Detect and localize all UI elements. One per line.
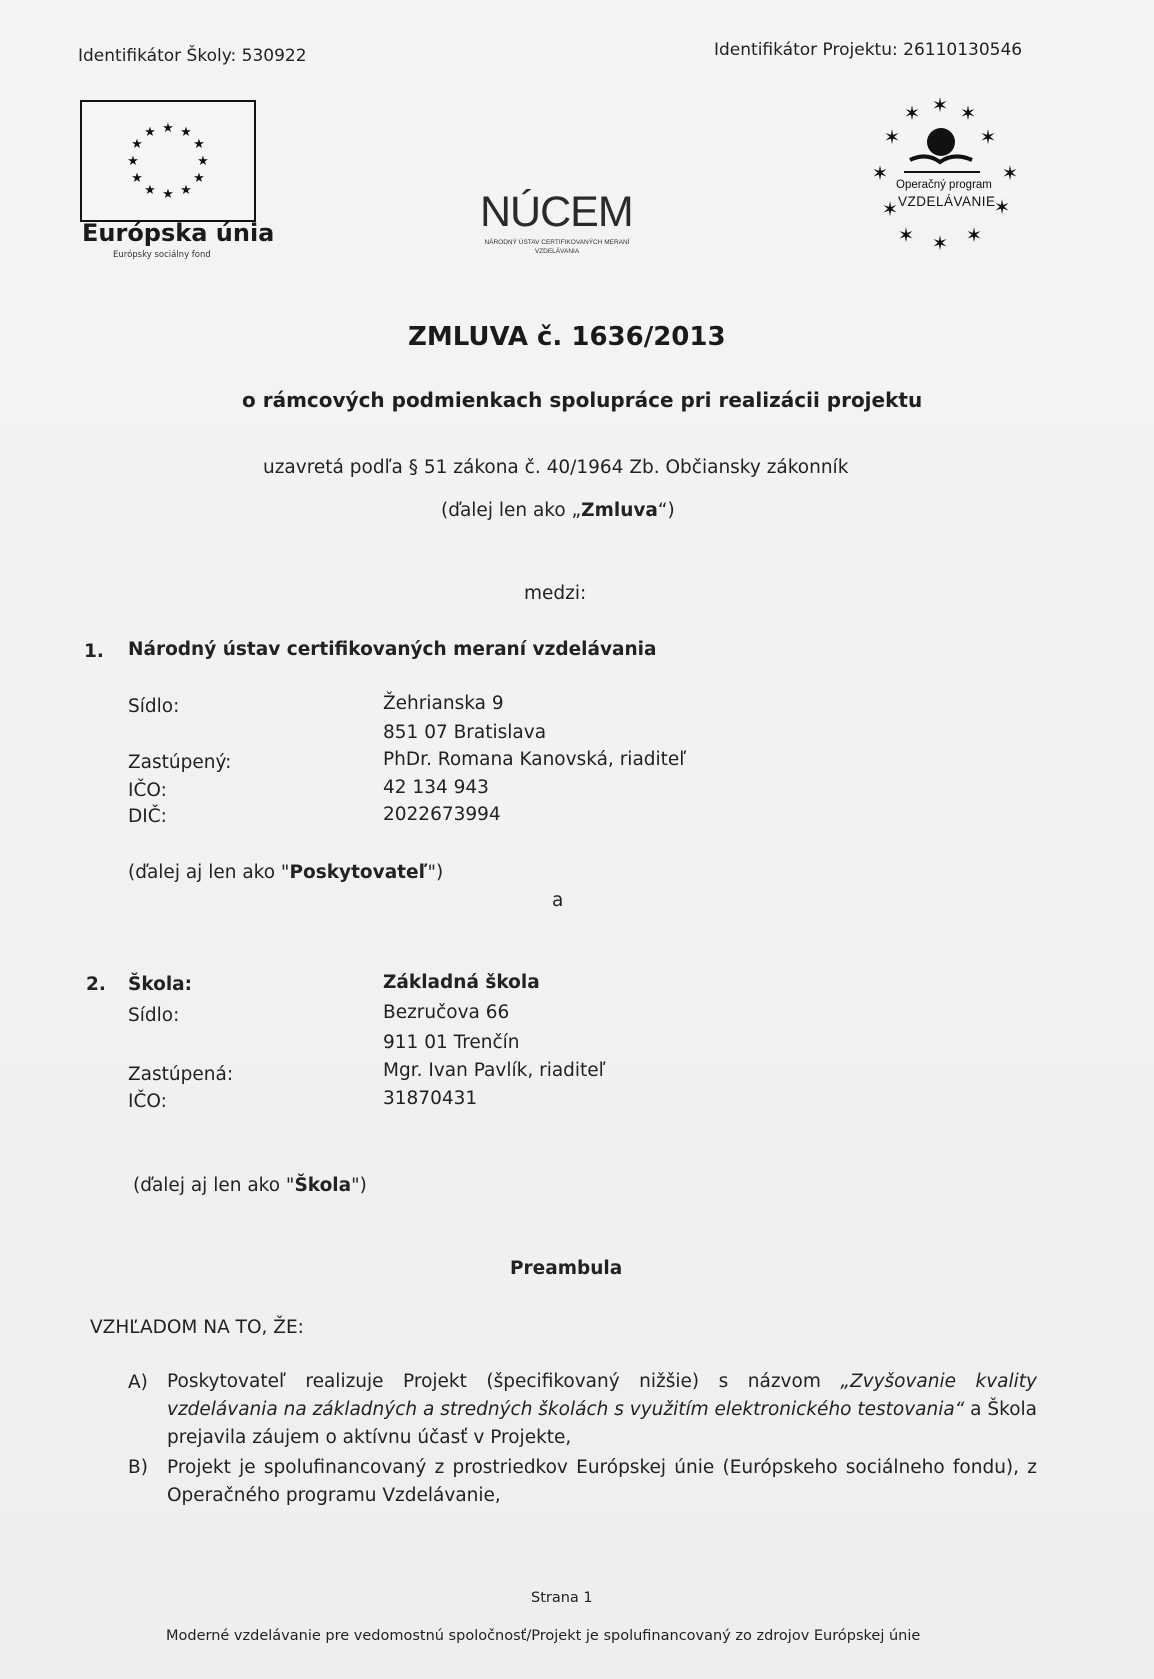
party2-value-representative: Mgr. Ivan Pavlík, riaditeľ xyxy=(383,1060,606,1081)
nucem-logo: NÚCEM xyxy=(480,188,633,236)
party2-label-seat: Sídlo: xyxy=(128,1005,180,1026)
party1-number: 1. xyxy=(84,641,104,662)
preamble-intro: VZHĽADOM NA TO, ŽE: xyxy=(90,1317,304,1338)
party1-value-ico: 42 134 943 xyxy=(383,777,489,798)
svg-text:✶: ✶ xyxy=(903,101,921,125)
party1-name: Národný ústav certifikovaných meraní vzdelávania xyxy=(128,639,657,660)
svg-text:★: ★ xyxy=(131,171,143,186)
svg-text:✶: ✶ xyxy=(881,197,899,221)
svg-text:✶: ✶ xyxy=(931,93,949,117)
page-number: Strana 1 xyxy=(531,1590,593,1606)
svg-text:✶: ✶ xyxy=(871,161,889,185)
party2-number: 2. xyxy=(86,974,106,995)
eu-flag-logo xyxy=(80,100,256,222)
nucem-logo-subtitle: NÁRODNÝ ÚSTAV CERTIFIKOVANÝCH MERANÍ VZDELÁVANIA xyxy=(484,239,630,255)
svg-text:★: ★ xyxy=(197,154,209,169)
footer-note: Moderné vzdelávanie pre vedomostnú spoločnosť/Projekt je spolufinancovaný zo zdrojov Európskej únie xyxy=(166,1628,921,1644)
op-logo-line2: VZDELÁVANIE xyxy=(898,194,996,209)
contract-alias-term: Zmluva xyxy=(581,500,658,521)
party1-value-representative: PhDr. Romana Kanovská, riaditeľ xyxy=(383,749,687,770)
school-identifier: Identifikátor Školy: 530922 xyxy=(78,46,307,66)
party1-alias-prefix: (ďalej aj len ako " xyxy=(128,862,290,883)
preamble-item-a-before: Poskytovateľ realizuje Projekt (špecifikovaný nižšie) s názvom xyxy=(167,1371,841,1392)
svg-text:✶: ✶ xyxy=(1001,161,1019,185)
preamble-item-a-after: a Škola prejavila záujem o aktívnu účasť v Projekte, xyxy=(167,1399,1037,1448)
svg-text:✶: ✶ xyxy=(965,223,983,247)
party1-label-representative: Zastúpený: xyxy=(128,752,232,773)
preamble-item-a-project-name: „Zvyšovanie kvality vzdelávania na základných a stredných školách s využitím elektronického testovania“ xyxy=(167,1371,1037,1420)
party1-alias-suffix: ") xyxy=(427,862,444,883)
svg-text:★: ★ xyxy=(162,187,174,202)
svg-text:★: ★ xyxy=(193,137,205,152)
op-vzdelavanie-logo xyxy=(860,90,1020,250)
party2-alias xyxy=(133,1175,367,1196)
eu-logo-subtitle: Európsky sociálny fond xyxy=(113,250,211,260)
svg-text:✶: ✶ xyxy=(979,125,997,149)
between-label: medzi: xyxy=(524,583,587,604)
contract-alias xyxy=(441,500,675,521)
op-stars-icon xyxy=(860,90,1020,250)
law-reference: uzavretá podľa § 51 zákona č. 40/1964 Zb. Občiansky zákonník xyxy=(263,457,849,478)
svg-text:★: ★ xyxy=(180,183,192,198)
svg-text:★: ★ xyxy=(131,137,143,152)
svg-text:★: ★ xyxy=(162,121,174,136)
svg-text:★: ★ xyxy=(144,125,156,140)
party2-alias-term: Škola xyxy=(294,1175,352,1196)
preamble-heading: Preambula xyxy=(510,1258,623,1279)
project-identifier: Identifikátor Projektu: 26110130546 xyxy=(714,40,1023,60)
party2-label: Škola: xyxy=(128,974,193,995)
svg-text:✶: ✶ xyxy=(897,223,915,247)
party1-value-dic: 2022673994 xyxy=(383,804,501,825)
party2-alias-suffix: ") xyxy=(351,1175,367,1196)
and-label: a xyxy=(552,890,564,911)
svg-text:★: ★ xyxy=(193,171,205,186)
party1-alias xyxy=(128,862,443,883)
op-logo-line1: Operačný program xyxy=(896,179,992,191)
party1-label-dic: DIČ: xyxy=(128,806,167,827)
party1-value-city: 851 07 Bratislava xyxy=(383,722,547,743)
party2-value-city: 911 01 Trenčín xyxy=(383,1032,520,1053)
party2-label-ico: IČO: xyxy=(128,1091,167,1112)
eu-stars-icon xyxy=(82,102,254,220)
party2-name: Základná škola xyxy=(383,972,540,993)
svg-text:★: ★ xyxy=(180,125,192,140)
svg-text:★: ★ xyxy=(127,154,139,169)
contract-alias-suffix: “) xyxy=(657,500,675,521)
svg-text:✶: ✶ xyxy=(959,101,977,125)
preamble-item-b-text: Projekt je spolufinancovaný z prostriedkov Európskej únie (Európskeho sociálneho fondu), z Operačného programu Vzdelávanie, xyxy=(167,1457,1037,1506)
party2-alias-prefix: (ďalej aj len ako " xyxy=(133,1175,295,1196)
contract-subtitle: o rámcových podmienkach spolupráce pri realizácii projektu xyxy=(242,388,923,412)
party1-alias-term: Poskytovateľ xyxy=(289,862,428,883)
preamble-item-a-letter: A) xyxy=(128,1372,148,1393)
contract-alias-prefix: (ďalej len ako „ xyxy=(441,500,582,521)
party2-value-street: Bezručova 66 xyxy=(383,1002,510,1023)
eu-logo-title: Európska únia xyxy=(82,219,275,247)
svg-text:✶: ✶ xyxy=(993,195,1011,219)
svg-text:★: ★ xyxy=(144,183,156,198)
contract-title: ZMLUVA č. 1636/2013 xyxy=(408,322,726,352)
party2-value-ico: 31870431 xyxy=(383,1088,478,1109)
party1-label-ico: IČO: xyxy=(128,780,167,801)
party2-label-representative: Zastúpená: xyxy=(128,1064,234,1085)
svg-text:✶: ✶ xyxy=(883,125,901,149)
preamble-item-b-letter: B) xyxy=(128,1457,148,1478)
party1-value-street: Žehrianska 9 xyxy=(383,693,504,714)
party1-label-seat: Sídlo: xyxy=(128,696,180,717)
preamble-item-a-text xyxy=(167,1368,1037,1452)
svg-text:✶: ✶ xyxy=(931,231,949,250)
